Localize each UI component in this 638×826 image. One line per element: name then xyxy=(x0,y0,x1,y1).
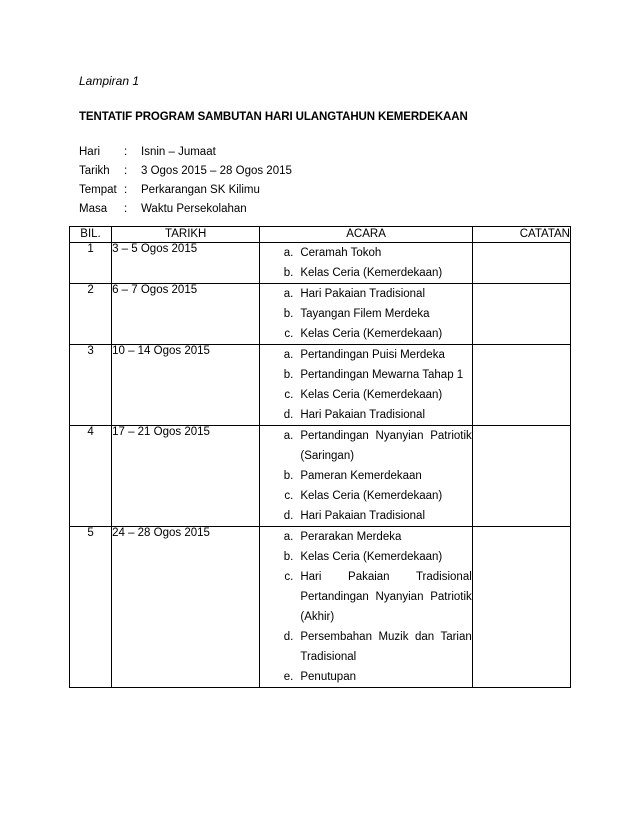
info-separator: : xyxy=(124,165,128,177)
acara-item-line: Perarakan Merdeka xyxy=(300,531,402,543)
cell-acara xyxy=(260,426,472,527)
cell-bil: 2 xyxy=(70,284,112,345)
info-row-hari xyxy=(79,143,292,162)
acara-item-letter: c. xyxy=(284,571,294,583)
acara-item-letter: d. xyxy=(283,510,294,522)
acara-item-text xyxy=(300,527,471,547)
acara-item-letter: b. xyxy=(283,267,294,279)
table-row xyxy=(70,243,571,284)
acara-item xyxy=(260,324,471,344)
cell-bil: 1 xyxy=(70,243,112,284)
info-label: Tarikh xyxy=(79,165,110,177)
table-body xyxy=(70,243,571,688)
acara-item-line: Penutupan xyxy=(300,671,356,683)
cell-acara xyxy=(260,243,472,284)
acara-item xyxy=(260,547,471,567)
acara-item-text xyxy=(300,426,471,466)
acara-item xyxy=(260,486,471,506)
acara-item-letter: a. xyxy=(283,430,294,442)
acara-item-line: Kelas Ceria (Kemerdekaan) xyxy=(300,267,443,279)
info-value: Perkarangan SK Kilimu xyxy=(141,184,260,196)
acara-item-line: Hari Pakaian Tradisional xyxy=(300,409,426,421)
acara-item-text xyxy=(300,547,471,567)
acara-item-letter: a. xyxy=(283,349,294,361)
acara-item-text xyxy=(300,243,471,263)
acara-item xyxy=(260,385,471,405)
table-row xyxy=(70,426,571,527)
acara-item-letter: a. xyxy=(283,247,294,259)
acara-item-letter: e. xyxy=(283,671,294,683)
cell-catatan xyxy=(472,243,570,284)
acara-item xyxy=(260,527,471,547)
cell-acara xyxy=(260,527,472,688)
acara-item-line: Pertandingan Nyanyian Patriotik xyxy=(300,430,472,442)
acara-item-line: Kelas Ceria (Kemerdekaan) xyxy=(300,389,443,401)
acara-item xyxy=(260,365,471,385)
cell-bil: 4 xyxy=(70,426,112,527)
acara-item-letter: b. xyxy=(283,308,294,320)
info-label: Masa xyxy=(79,203,108,215)
acara-item-letter: b. xyxy=(283,369,294,381)
event-info xyxy=(79,143,292,219)
acara-item-text xyxy=(300,263,471,283)
info-separator: : xyxy=(124,184,128,196)
acara-item-text xyxy=(300,405,471,425)
info-label: Hari xyxy=(79,146,101,158)
acara-item-line: Pertandingan Puisi Merdeka xyxy=(300,349,445,361)
acara-item-letter: d. xyxy=(283,631,294,643)
acara-item xyxy=(260,263,471,283)
cell-tarikh: 3 – 5 Ogos 2015 xyxy=(112,243,260,284)
acara-item xyxy=(260,627,471,667)
cell-bil: 3 xyxy=(70,345,112,426)
info-row-tempat xyxy=(79,181,292,200)
header-catatan: CATATAN xyxy=(472,227,570,243)
document-title: TENTATIF PROGRAM SAMBUTAN HARI ULANGTAHUN KEMERDEKAAN xyxy=(79,111,468,123)
acara-item xyxy=(260,284,471,304)
cell-tarikh: 10 – 14 Ogos 2015 xyxy=(112,345,260,426)
cell-catatan xyxy=(472,426,570,527)
acara-item-line: (Akhir) xyxy=(300,611,335,623)
acara-item-line: Pameran Kemerdekaan xyxy=(300,470,422,482)
acara-item xyxy=(260,567,471,627)
acara-item-line: (Saringan) xyxy=(300,450,355,462)
table-row xyxy=(70,345,571,426)
cell-tarikh: 6 – 7 Ogos 2015 xyxy=(112,284,260,345)
acara-item-line: Persembahan Muzik dan Tarian xyxy=(300,631,472,643)
info-separator: : xyxy=(124,146,128,158)
acara-item-text xyxy=(300,345,471,365)
acara-item-text xyxy=(300,365,471,385)
cell-catatan xyxy=(472,284,570,345)
cell-bil: 5 xyxy=(70,527,112,688)
acara-item-text xyxy=(300,304,471,324)
acara-item-letter: b. xyxy=(283,551,294,563)
table-header-row xyxy=(70,227,571,243)
cell-tarikh: 17 – 21 Ogos 2015 xyxy=(112,426,260,527)
acara-item-letter: d. xyxy=(283,409,294,421)
acara-item-line: Pertandingan Mewarna Tahap 1 xyxy=(300,369,464,381)
acara-item-letter: b. xyxy=(283,470,294,482)
header-acara: ACARA xyxy=(260,227,472,243)
acara-item-line: Pertandingan Nyanyian Patriotik xyxy=(300,591,472,603)
acara-item-letter: c. xyxy=(284,328,294,340)
table-row xyxy=(70,284,571,345)
acara-item xyxy=(260,304,471,324)
acara-item-letter: a. xyxy=(283,288,294,300)
appendix-label: Lampiran 1 xyxy=(79,74,140,88)
schedule-table xyxy=(69,226,571,688)
acara-item-text xyxy=(300,486,471,506)
acara-item-line: Ceramah Tokoh xyxy=(300,247,382,259)
acara-item-text xyxy=(300,284,471,304)
info-value: 3 Ogos 2015 – 28 Ogos 2015 xyxy=(141,165,292,177)
acara-item xyxy=(260,667,471,687)
acara-item xyxy=(260,466,471,486)
acara-item-letter: a. xyxy=(283,531,294,543)
info-separator: : xyxy=(124,203,128,215)
acara-item xyxy=(260,426,471,466)
acara-item-text xyxy=(300,385,471,405)
acara-item-line: Tayangan Filem Merdeka xyxy=(300,308,430,320)
info-value: Waktu Persekolahan xyxy=(141,203,247,215)
cell-acara xyxy=(260,284,472,345)
acara-item-text xyxy=(300,466,471,486)
info-value: Isnin – Jumaat xyxy=(141,146,216,158)
acara-item xyxy=(260,345,471,365)
cell-tarikh: 24 – 28 Ogos 2015 xyxy=(112,527,260,688)
acara-item-text xyxy=(300,324,471,344)
acara-item-line: Kelas Ceria (Kemerdekaan) xyxy=(300,551,443,563)
acara-item-line: Kelas Ceria (Kemerdekaan) xyxy=(300,490,443,502)
cell-acara xyxy=(260,345,472,426)
acara-item-letter: c. xyxy=(284,389,294,401)
acara-item-line: Kelas Ceria (Kemerdekaan) xyxy=(300,328,443,340)
table-row xyxy=(70,527,571,688)
acara-item-text xyxy=(300,567,471,627)
cell-catatan xyxy=(472,345,570,426)
acara-item-line: Hari Pakaian Tradisional xyxy=(300,571,472,583)
header-bil: BIL. xyxy=(70,227,112,243)
acara-item-line: Hari Pakaian Tradisional xyxy=(300,288,426,300)
acara-item-line: Tradisional xyxy=(300,651,357,663)
acara-item-text xyxy=(300,667,471,687)
acara-item-text xyxy=(300,627,471,667)
header-tarikh: TARIKH xyxy=(112,227,260,243)
acara-item xyxy=(260,405,471,425)
info-row-tarikh xyxy=(79,162,292,181)
info-label: Tempat xyxy=(79,184,117,196)
info-row-masa xyxy=(79,200,292,219)
acara-item xyxy=(260,506,471,526)
cell-catatan xyxy=(472,527,570,688)
acara-item xyxy=(260,243,471,263)
acara-item-text xyxy=(300,506,471,526)
acara-item-letter: c. xyxy=(284,490,294,502)
acara-item-line: Hari Pakaian Tradisional xyxy=(300,510,426,522)
